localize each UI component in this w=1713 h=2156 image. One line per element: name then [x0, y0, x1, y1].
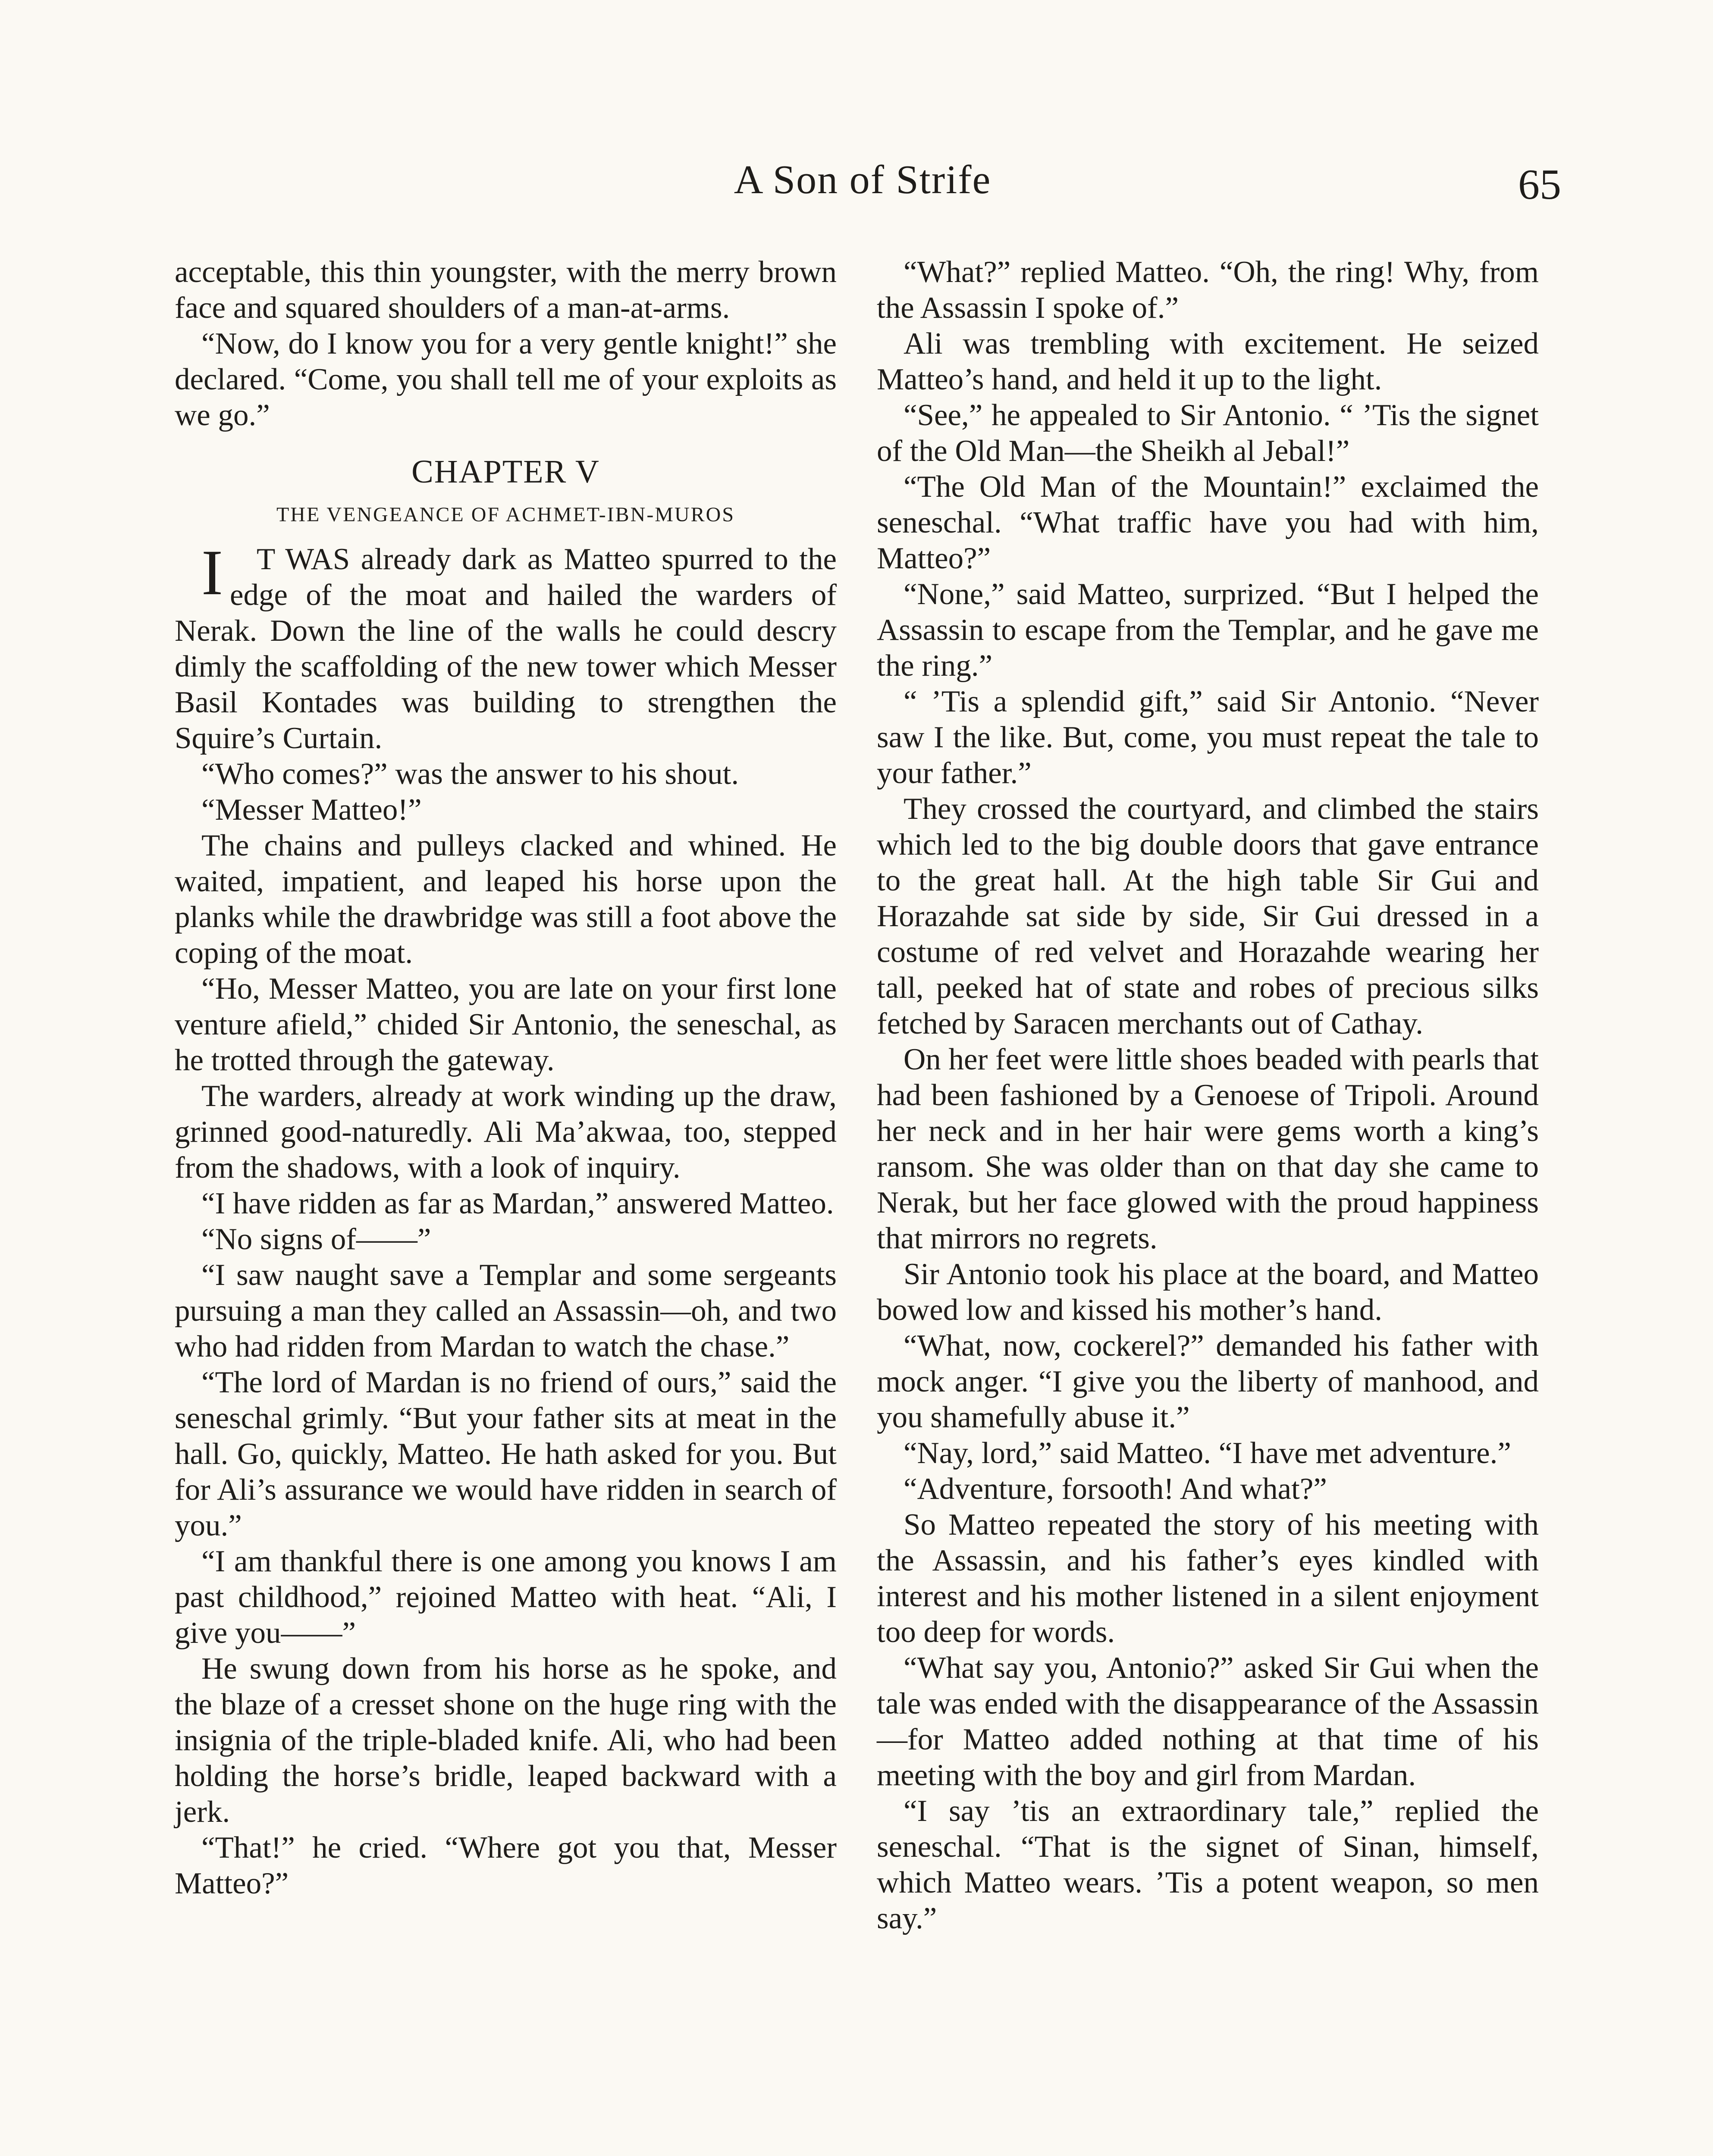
running-title: A Son of Strife	[734, 157, 991, 202]
paragraph: “No signs of——”	[201, 1222, 431, 1256]
paragraph: The chains and pulleys clacked and whined. He waited, impatient, and leaped his horse upon the planks while the drawbridge was still a foot above the coping of the moat.	[175, 829, 837, 970]
right-column	[877, 254, 1539, 1937]
drop-cap: I	[201, 537, 223, 608]
paragraph: “That!” he cried. “Where got you that, Messer Matteo?”	[175, 1831, 837, 1900]
paragraph: So Matteo repeated the story of his meeting with the Assassin, and his father’s eyes kindled with interest and his mother listened in a silent enjoyment too deep for words.	[877, 1508, 1539, 1649]
paragraph: “Nay, lord,” said Matteo. “I have met adventure.”	[904, 1436, 1511, 1470]
paragraph: “Who comes?” was the answer to his shout.	[201, 757, 739, 791]
paragraph: Sir Antonio took his place at the board, and Matteo bowed low and kissed his mother’s hand.	[877, 1257, 1539, 1327]
left-column	[175, 254, 837, 1902]
paragraph: On her feet were little shoes beaded with pearls that had been fashioned by a Genoese of Tripoli. Around her neck and in her hair were gems worth a king’s ransom. She was older than on that day she came to Nerak, but her face glowed with the proud happiness that mirrors no regrets.	[877, 1043, 1539, 1255]
paragraph: “I am thankful there is one among you knows I am past childhood,” rejoined Matteo with heat. “Ali, I give you——”	[175, 1545, 837, 1650]
chapter-heading: CHAPTER V	[411, 454, 600, 490]
opening-paragraph	[175, 537, 837, 756]
paragraph: They crossed the courtyard, and climbed the stairs which led to the big double doors that gave entrance to the great hall. At the high table Sir Gui and Horazahde sat side by side, Sir Gui dressed in a costume of red velvet and Horazahde wearing her tall, peeked hat of state and robes of precious silks fetched by Saracen merchants out of Cathay.	[877, 792, 1539, 1040]
paragraph: “Adventure, forsooth! And what?”	[904, 1472, 1327, 1506]
paragraph: “What?” replied Matteo. “Oh, the ring! Why, from the Assassin I spoke of.”	[877, 255, 1539, 325]
paragraph: “What say you, Antonio?” asked Sir Gui when the tale was ended with the disappearance of the Assassin—for Matteo added nothing at that time of his meeting with the boy and girl from Mardan.	[877, 1651, 1539, 1792]
page-number: 65	[1518, 160, 1561, 208]
paragraph: “The lord of Mardan is no friend of ours,” said the seneschal grimly. “But your father sits at meat in the hall. Go, quickly, Matteo. He hath asked for you. But for Ali’s assurance we would have ridden in search of you.”	[175, 1366, 837, 1542]
opening-paragraph-text: T WAS already dark as Matteo spurred to the edge of the moat and hailed the warders of Nerak. Down the line of the walls he could descry dimly the scaffolding of the new tower which Messer Basil Kontades was building to strengthen the Squire’s Curtain.	[175, 542, 837, 755]
paragraph: “I say ’tis an extraordinary tale,” replied the seneschal. “That is the signet of Sinan, himself, which Matteo wears. ’Tis a potent weapon, so men say.”	[877, 1794, 1539, 1935]
chapter-subtitle: THE VENGEANCE OF ACHMET-IBN-MUROS	[276, 503, 735, 526]
paragraph: “The Old Man of the Mountain!” exclaimed the seneschal. “What traffic have you had with him, Matteo?”	[877, 470, 1539, 575]
paragraph: acceptable, this thin youngster, with the merry brown face and squared shoulders of a man-at-arms.	[175, 255, 837, 325]
paragraph: “I have ridden as far as Mardan,” answered Matteo.	[201, 1187, 834, 1220]
paragraph: The warders, already at work winding up the draw, grinned good-naturedly. Ali Ma’akwaa, too, stepped from the shadows, with a look of inquiry.	[175, 1079, 837, 1185]
paragraph: “Now, do I know you for a very gentle knight!” she declared. “Come, you shall tell me of your exploits as we go.”	[175, 327, 837, 432]
paragraph: He swung down from his horse as he spoke, and the blaze of a cresset shone on the huge ring with the insignia of the triple-bladed knife. Ali, who had been holding the horse’s bridle, leaped backward with a jerk.	[175, 1652, 837, 1829]
paragraph: “Ho, Messer Matteo, you are late on your first lone venture afield,” chided Sir Antonio, the seneschal, as he trotted through the gateway.	[175, 972, 837, 1077]
paragraph: “Messer Matteo!”	[201, 793, 422, 827]
paragraph: “I saw naught save a Templar and some sergeants pursuing a man they called an Assassin—oh, and two who had ridden from Mardan to watch the chase.”	[175, 1258, 837, 1363]
paragraph: Ali was trembling with excitement. He seized Matteo’s hand, and held it up to the light.	[877, 327, 1539, 396]
paragraph: “None,” said Matteo, surprized. “But I helped the Assassin to escape from the Templar, and he gave me the ring.”	[877, 577, 1539, 683]
paragraph: “What, now, cockerel?” demanded his father with mock anger. “I give you the liberty of manhood, and you shamefully abuse it.”	[877, 1329, 1539, 1434]
paragraph: “ ’Tis a splendid gift,” said Sir Antonio. “Never saw I the like. But, come, you must repeat the tale to your father.”	[877, 685, 1539, 790]
paragraph: “See,” he appealed to Sir Antonio. “ ’Tis the signet of the Old Man—the Sheikh al Jebal!”	[877, 398, 1539, 468]
